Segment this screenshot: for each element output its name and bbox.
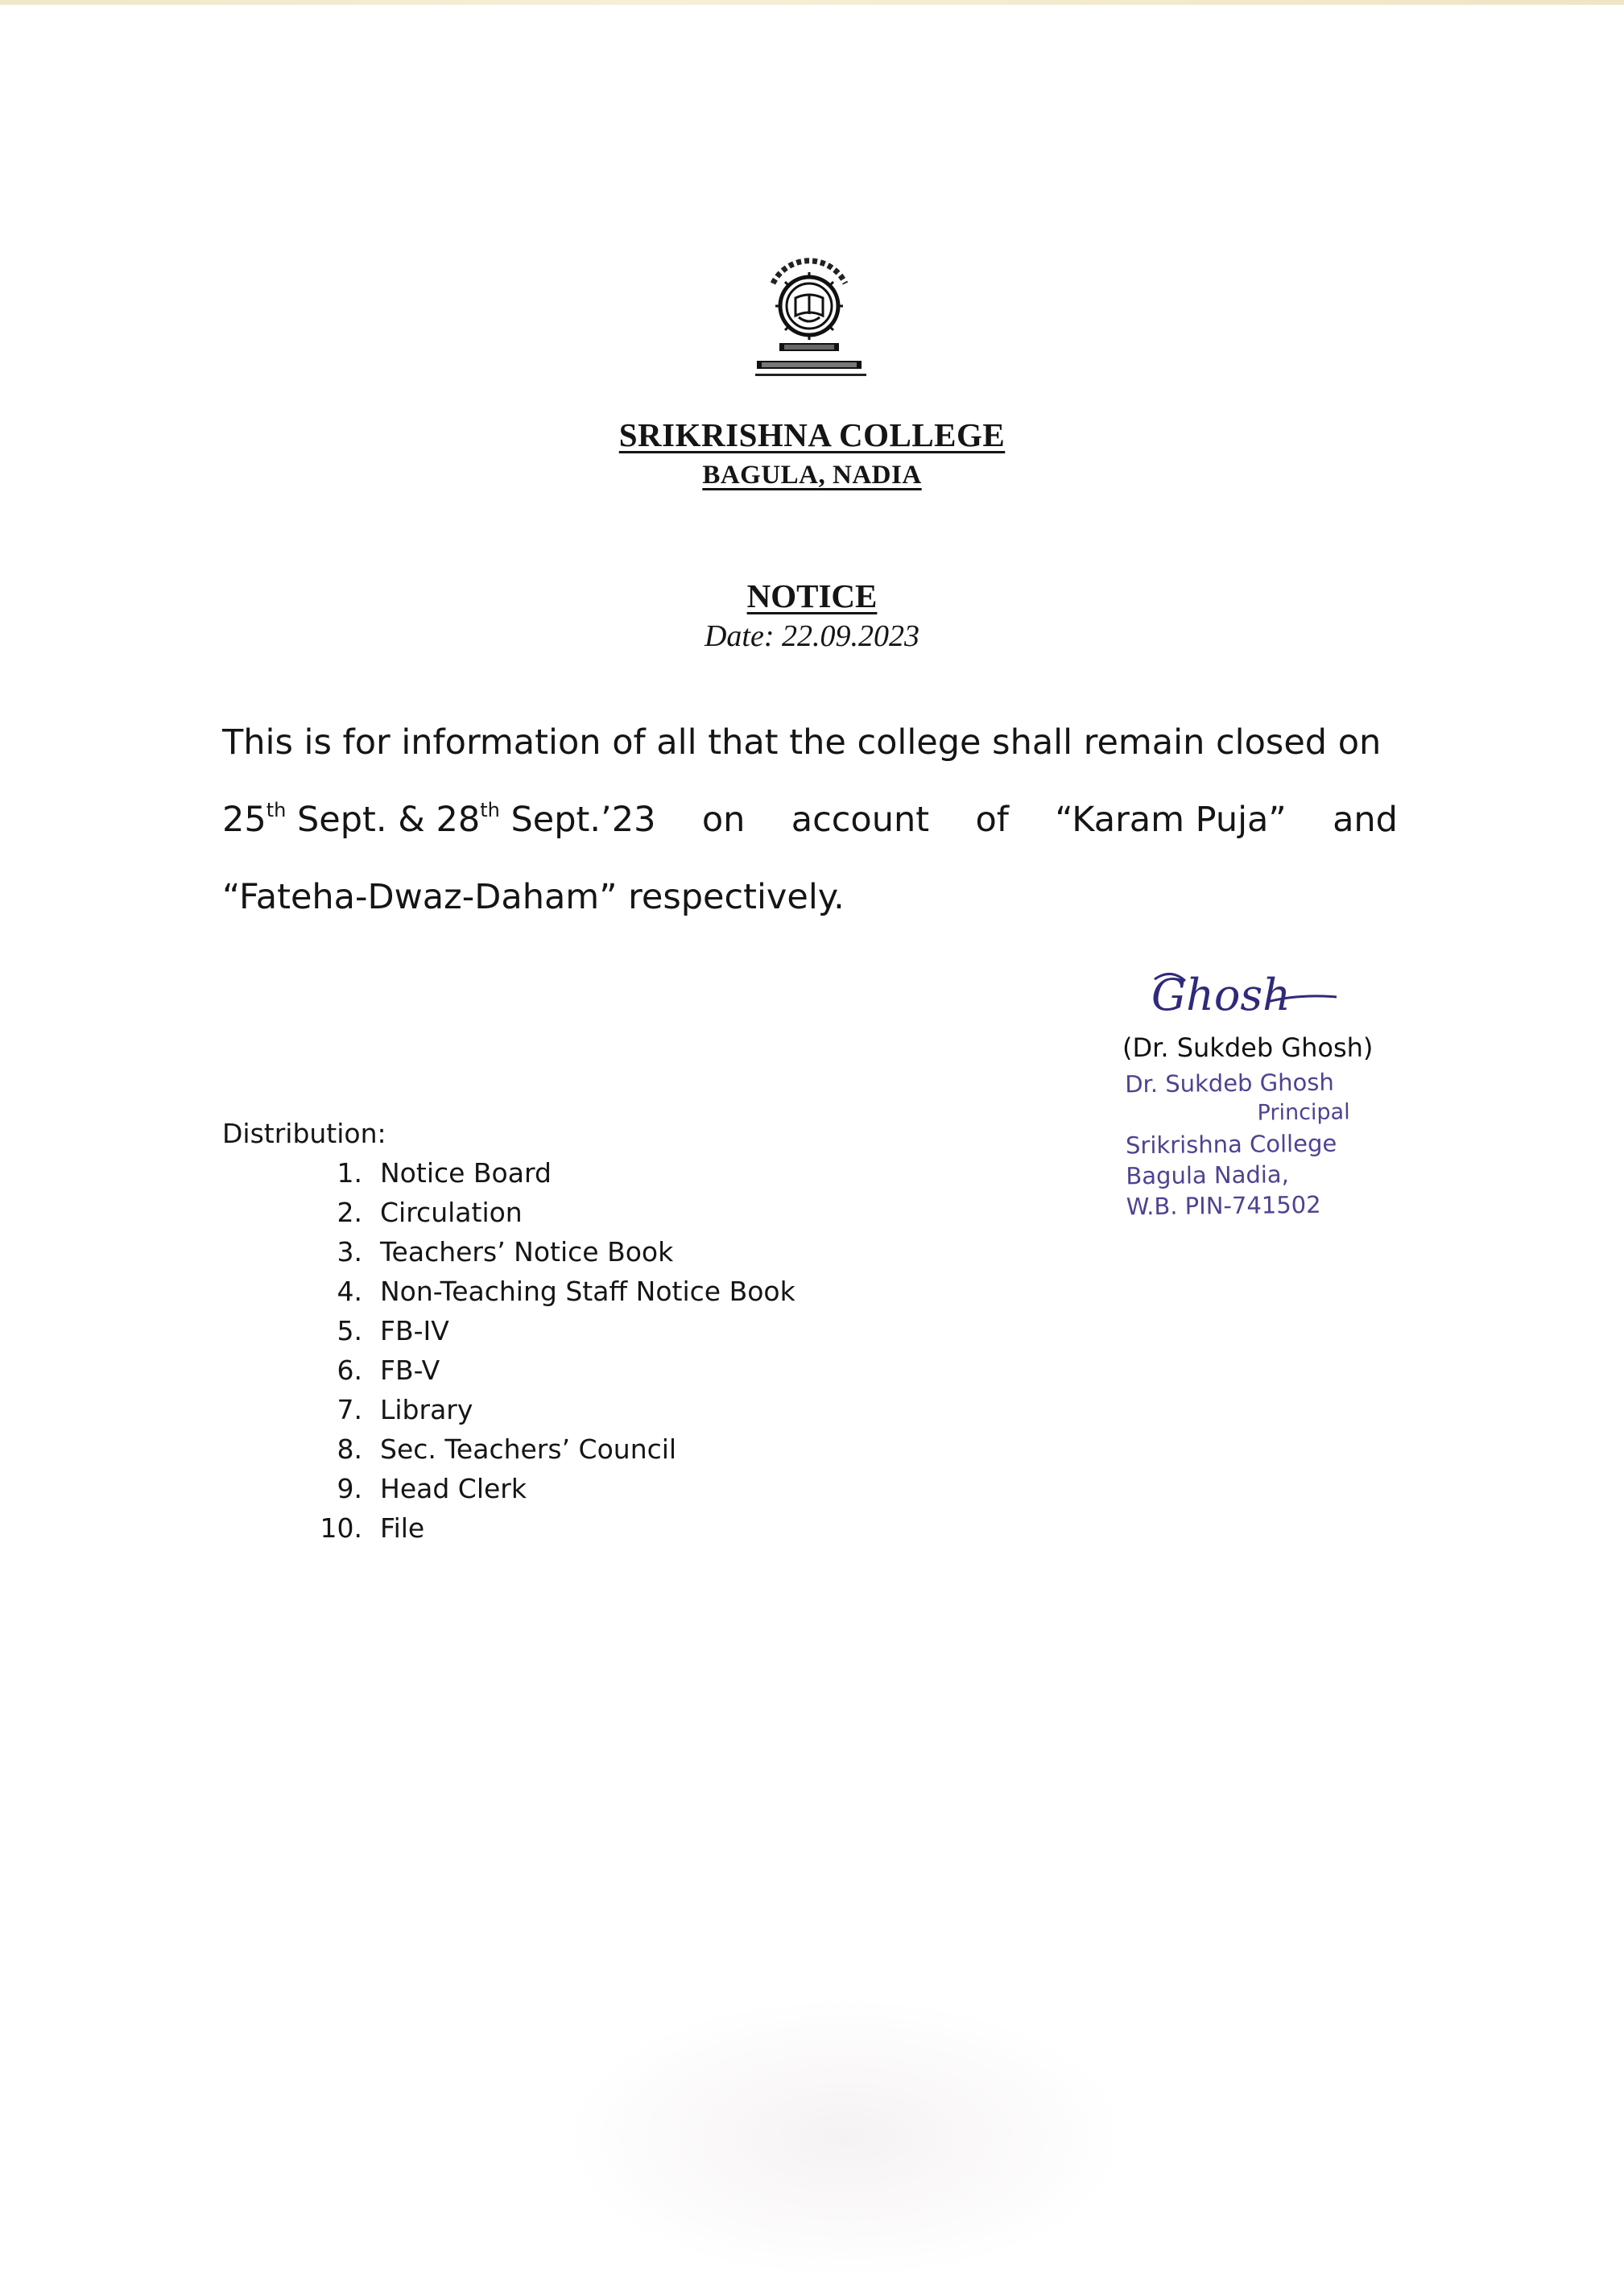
notice-title: NOTICE — [746, 577, 878, 614]
word-of: of — [975, 800, 1009, 840]
list-item: 2. Circulation — [337, 1197, 523, 1228]
stamp-name: Dr. Sukdeb Ghosh — [1125, 1068, 1334, 1098]
body-line-1: This is for information of all that the college shall remain closed on — [222, 722, 1382, 763]
list-item: 1. Notice Board — [337, 1157, 552, 1189]
dates-text: 25th Sept. & 28th Sept.’23 — [222, 799, 656, 840]
body-line-3: “Fateha-Dwaz-Daham” respectively. — [222, 877, 845, 917]
notice-date: Date: 22.09.2023 — [704, 619, 920, 653]
list-item: 10. File — [320, 1512, 425, 1544]
svg-text:Ghosh: Ghosh — [1151, 970, 1291, 1020]
word-account: account — [791, 800, 930, 840]
distribution-heading: Distribution: — [222, 1118, 386, 1149]
handwritten-signature-icon — [1147, 963, 1348, 1028]
list-item: 5. FB-IV — [337, 1315, 449, 1346]
event-karam-puja: “Karam Puja” — [1055, 800, 1287, 840]
list-item: 4. Non-Teaching Staff Notice Book — [337, 1276, 795, 1307]
emblem-underline — [755, 374, 866, 376]
stamp-pin: W.B. PIN-741502 — [1126, 1190, 1321, 1221]
list-item: 3. Teachers’ Notice Book — [337, 1236, 674, 1268]
scan-artifact — [564, 1997, 1127, 2279]
college-place: BAGULA, NADIA — [702, 461, 922, 490]
body-line-2 — [222, 796, 1398, 844]
principal-stamp — [1125, 1067, 1350, 1222]
list-item: 9. Head Clerk — [337, 1473, 527, 1504]
scan-edge — [0, 0, 1624, 5]
stamp-role: Principal — [1257, 1099, 1350, 1126]
college-name: SRIKRISHNA COLLEGE — [618, 416, 1006, 453]
distribution-list — [314, 1153, 795, 1548]
signatory-name: (Dr. Sukdeb Ghosh) — [1122, 1032, 1374, 1063]
stamp-college: Srikrishna College — [1125, 1129, 1337, 1160]
stamp-place: Bagula Nadia, — [1126, 1160, 1289, 1190]
word-and: and — [1333, 800, 1398, 840]
list-item: 8. Sec. Teachers’ Council — [337, 1433, 677, 1465]
college-emblem-icon — [750, 248, 868, 377]
word-on: on — [701, 800, 746, 840]
list-item: 6. FB-V — [337, 1355, 440, 1386]
list-item: 7. Library — [337, 1394, 473, 1425]
